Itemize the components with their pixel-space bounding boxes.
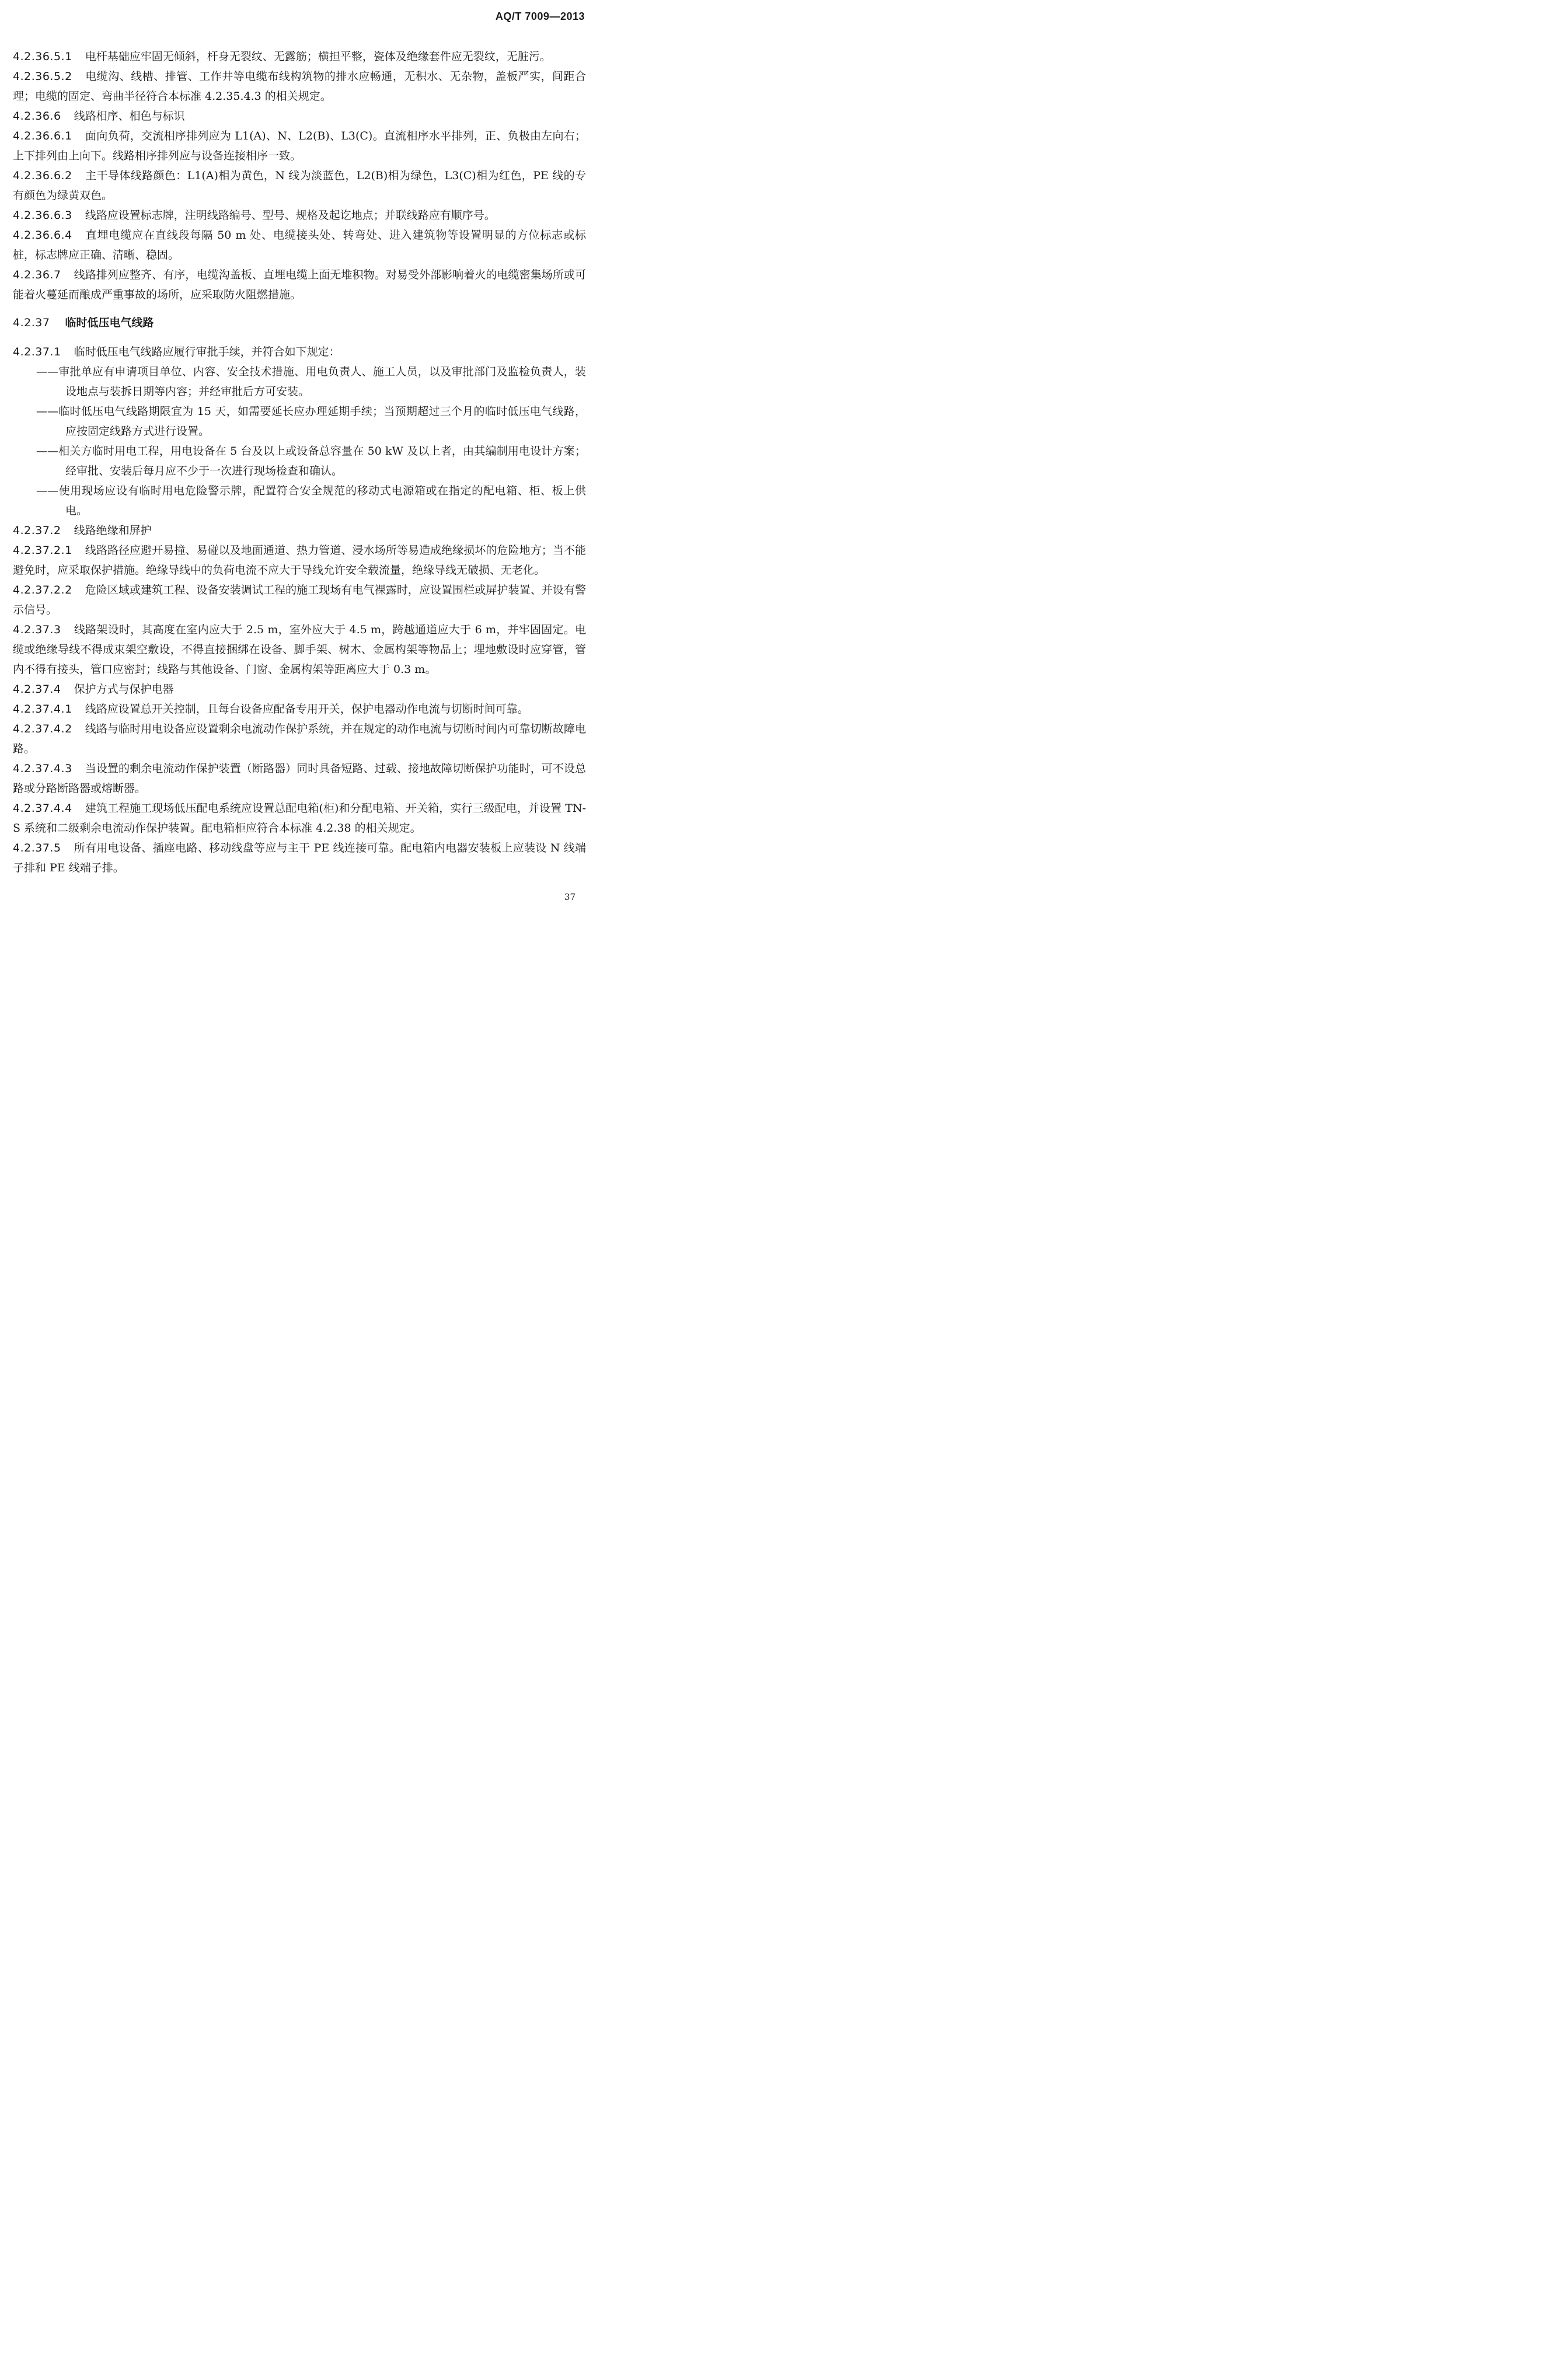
clause-4-2-37-5 [13, 838, 586, 878]
clause-number: 4.2.36.5.2 [13, 70, 72, 83]
clause-text: 电杆基础应牢固无倾斜，杆身无裂纹、无露筋；横担平整，瓷体及绝缘套件应无裂纹，无脏污。 [85, 50, 551, 63]
clause-text: 线路相序、相色与标识 [74, 110, 185, 123]
clause-text: 电缆沟、线槽、排管、工作井等电缆布线构筑物的排水应畅通，无积水、无杂物，盖板严实，间距合理；电缆的固定、弯曲半径符合本标准 4.2.35.4.3 的相关规定。 [13, 70, 586, 103]
clause-4-2-37-4 [13, 679, 586, 699]
clause-4-2-36-5-2 [13, 67, 586, 106]
standard-code: AQ/T 7009—2013 [495, 11, 585, 22]
clause-text: 建筑工程施工现场低压配电系统应设置总配电箱(柜)和分配电箱、开关箱，实行三级配电，并设置 TN-S 系统和二级剩余电流动作保护装置。配电箱柜应符合本标准 4.2.38 的相关规定。 [13, 802, 586, 835]
clause-number: 4.2.37.5 [13, 842, 61, 854]
clause-4-2-37-4-4 [13, 798, 586, 838]
clause-4-2-36-5-1 [13, 47, 586, 67]
clause-number: 4.2.37.4 [13, 683, 61, 696]
clause-text: 线路应设置标志牌，注明线路编号、型号、规格及起讫地点；并联线路应有顺序号。 [85, 209, 496, 222]
clause-text: 线路路径应避开易撞、易碰以及地面通道、热力管道、浸水场所等易造成绝缘损坏的危险地方；当不能避免时，应采取保护措施。绝缘导线中的负荷电流不应大于导线允许安全载流量，绝缘导线无破损、无老化。 [13, 544, 586, 577]
clause-4-2-37-2-2 [13, 580, 586, 620]
section-number: 4.2.37 [13, 316, 50, 329]
clause-number: 4.2.36.6.2 [13, 169, 72, 182]
clause-number: 4.2.36.5.1 [13, 50, 72, 63]
clause-text: 临时低压电气线路应履行审批手续，并符合如下规定： [74, 346, 340, 358]
clause-4-2-36-6 [13, 106, 586, 126]
clause-text: 线路排列应整齐、有序，电缆沟盖板、直埋电缆上面无堆积物。对易受外部影响着火的电缆密集场所或可能着火蔓延而酿成严重事故的场所，应采取防火阻燃措施。 [13, 268, 586, 301]
clause-number: 4.2.37.3 [13, 623, 61, 636]
clause-4-2-37-1 [13, 342, 586, 362]
clause-4-2-36-6-2 [13, 166, 586, 205]
clause-4-2-36-6-3 [13, 205, 586, 225]
section-heading-4-2-37 [13, 313, 586, 333]
list-item: ——相关方临时用电工程，用电设备在 5 台及以上或设备总容量在 50 kW 及以上者，由其编制用电设计方案；经审批、安装后每月应不少于一次进行现场检查和确认。 [36, 445, 586, 477]
clause-number: 4.2.36.6 [13, 110, 61, 123]
clause-number: 4.2.37.2.2 [13, 584, 72, 596]
clause-number: 4.2.36.6.1 [13, 130, 72, 142]
clause-number: 4.2.37.2.1 [13, 544, 72, 557]
clause-text: 线路应设置总开关控制，且每台设备应配备专用开关，保护电器动作电流与切断时间可靠。 [85, 703, 529, 716]
clause-number: 4.2.37.1 [13, 346, 61, 358]
clause-4-2-37-4-2 [13, 719, 586, 759]
clause-4-2-36-7 [13, 265, 586, 305]
page-number: 37 [564, 892, 576, 902]
document-body [13, 47, 586, 878]
clause-number: 4.2.37.4.4 [13, 802, 72, 815]
clause-4-2-36-6-4 [13, 225, 586, 265]
clause-number: 4.2.36.7 [13, 268, 61, 281]
section-title: 临时低压电气线路 [65, 316, 154, 329]
clause-4-2-36-6-1 [13, 126, 586, 166]
clause-text: 当设置的剩余电流动作保护装置（断路器）同时具备短路、过载、接地故障切断保护功能时，可不设总路或分路断路器或熔断器。 [13, 762, 586, 795]
clause-4-2-37-4-3 [13, 759, 586, 798]
clause-number: 4.2.37.4.3 [13, 762, 72, 775]
clause-text: 直埋电缆应在直线段每隔 50 m 处、电缆接头处、转弯处、进入建筑物等设置明显的方位标志或标桩，标志牌应正确、清晰、稳固。 [13, 229, 586, 261]
clause-text: 面向负荷，交流相序排列应为 L1(A)、N、L2(B)、L3(C)。直流相序水平排列，正、负极由左向右；上下排列由上向下。线路相序排列应与设备连接相序一致。 [13, 130, 586, 162]
clause-text: 主干导体线路颜色：L1(A)相为黄色，N 线为淡蓝色，L2(B)相为绿色，L3(C)相为红色，PE 线的专有颜色为绿黄双色。 [13, 169, 586, 202]
clause-text: 所有用电设备、插座电路、移动线盘等应与主干 PE 线连接可靠。配电箱内电器安装板上应装设 N 线端子排和 PE 线端子排。 [13, 842, 586, 874]
clause-4-2-37-2-1 [13, 540, 586, 580]
clause-number: 4.2.37.4.1 [13, 703, 72, 716]
list-item: ——审批单应有申请项目单位、内容、安全技术措施、用电负责人、施工人员，以及审批部门及监检负责人，装设地点与装拆日期等内容；并经审批后方可安装。 [36, 365, 586, 398]
clause-4-2-37-2 [13, 521, 586, 540]
clause-number: 4.2.37.4.2 [13, 723, 72, 735]
list-item: ——临时低压电气线路期限宜为 15 天，如需要延长应办理延期手续；当预期超过三个月的临时低压电气线路，应按固定线路方式进行设置。 [36, 405, 586, 438]
clause-number: 4.2.37.2 [13, 524, 61, 537]
clause-text: 保护方式与保护电器 [74, 683, 174, 696]
clause-text: 线路与临时用电设备应设置剩余电流动作保护系统，并在规定的动作电流与切断时间内可靠切断故障电路。 [13, 723, 586, 755]
clause-text: 线路绝缘和屏护 [74, 524, 152, 537]
clause-number: 4.2.36.6.4 [13, 229, 72, 242]
clause-text: 危险区域或建筑工程、设备安装调试工程的施工现场有电气裸露时，应设置围栏或屏护装置、并设有警示信号。 [13, 584, 586, 616]
clause-text: 线路架设时，其高度在室内应大于 2.5 m，室外应大于 4.5 m，跨越通道应大于 6 m，并牢固固定。电缆或绝缘导线不得成束架空敷设，不得直接捆绑在设备、脚手架、树木、金属构架等物品上；埋地敷设时应穿管，管内不得有接头，管口应密封；线路与其他设备、门窗、金属构架等距离应大于 0.3 m。 [13, 623, 586, 676]
clause-number: 4.2.36.6.3 [13, 209, 72, 222]
list-item: ——使用现场应设有临时用电危险警示牌，配置符合安全规范的移动式电源箱或在指定的配电箱、柜、板上供电。 [36, 484, 586, 517]
clause-4-2-37-4-1 [13, 699, 586, 719]
clause-4-2-37-3 [13, 620, 586, 679]
